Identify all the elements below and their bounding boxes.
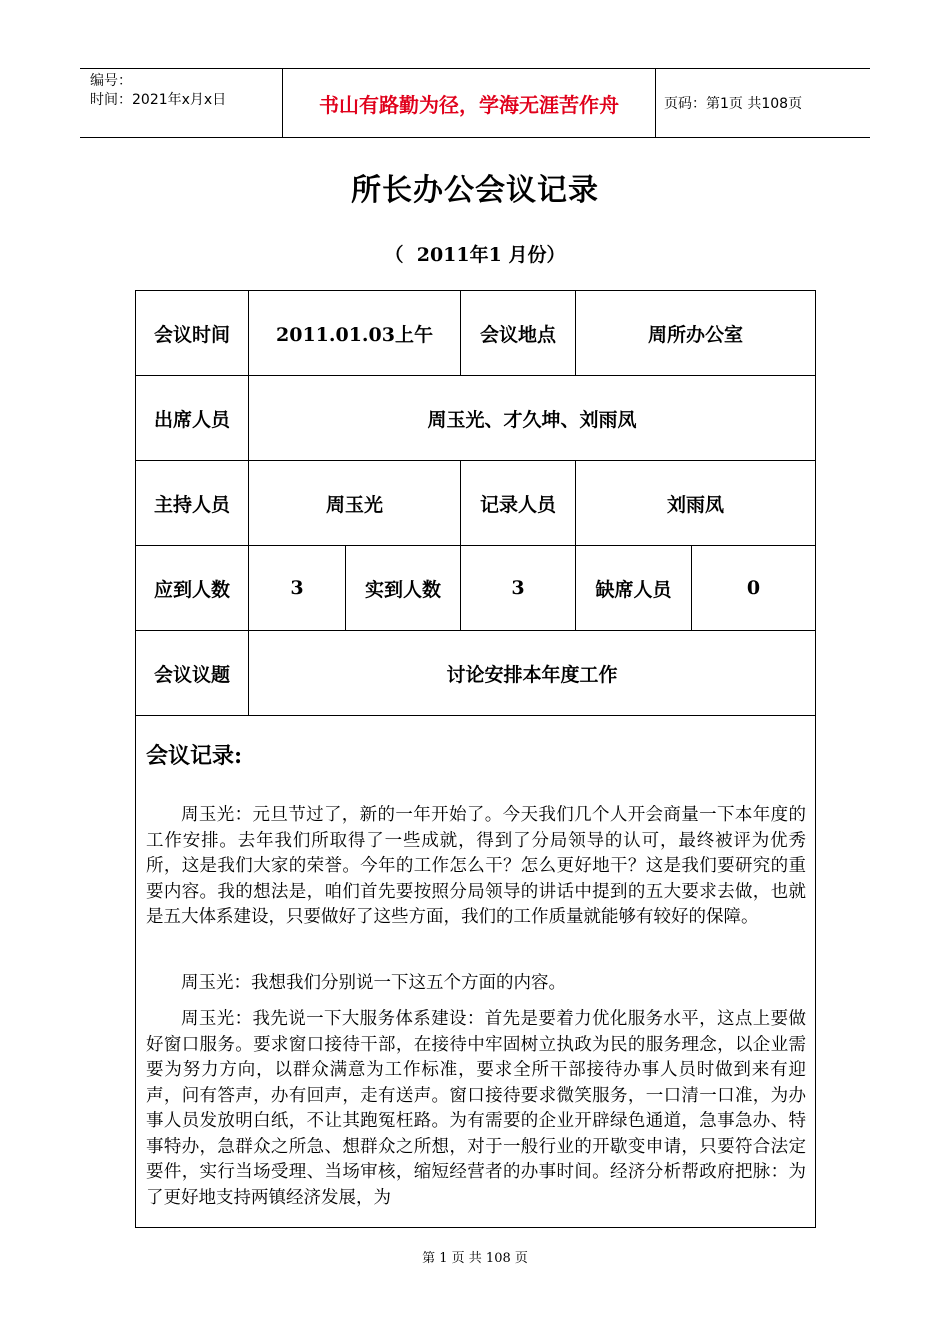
row-counts <box>136 546 815 631</box>
absent-label: 缺席人员 <box>575 546 691 630</box>
row-time-place <box>136 291 815 376</box>
attendees-value: 周玉光、才久坤、刘雨凤 <box>248 376 815 460</box>
row-attendees <box>136 376 815 461</box>
document-subtitle: （ 2011年1 月份） <box>384 244 566 266</box>
actual-count-label: 实到人数 <box>345 546 460 630</box>
page-footer: 第 1 页 共 108 页 <box>422 1251 528 1266</box>
header-motto: 书山有路勤为径，学海无涯苦作舟 <box>282 69 656 137</box>
record-paragraph: 周玉光：我想我们分别说一下这五个方面的内容。 <box>181 973 566 993</box>
row-topic <box>136 631 815 716</box>
record-paragraph: 周玉光：元旦节过了，新的一年开始了。今天我们几个人开会商量一下本年度的工作安排。去年我们所取得了一些成就，得到了分局领导的认可，最终被评为优秀所，这是我们大家的荣誉。今年的工作怎么干？怎么更好地干？这是我们要研究的重要内容。我的想法是，咱们首先要按照分局领导的讲话中提到的五大要求去做，也就是五大体系建设，只要做好了这些方面，我们的工作质量就能够有较好的保障。 <box>146 805 806 927</box>
recorder-label: 记录人员 <box>460 461 575 545</box>
topic-value: 讨论安排本年度工作 <box>248 631 815 715</box>
recorder-value: 刘雨凤 <box>575 461 815 545</box>
meeting-table <box>135 290 816 1228</box>
document-title: 所长办公会议记录 <box>351 173 599 208</box>
number-label: 编号： <box>90 73 132 89</box>
record-heading: 会议记录: <box>146 743 243 769</box>
expected-count-label: 应到人数 <box>153 578 230 601</box>
expected-count-value: 3 <box>248 546 345 630</box>
meeting-place-value: 周所办公室 <box>575 291 815 375</box>
topic-label: 会议议题 <box>153 663 230 686</box>
actual-count-value: 3 <box>460 546 575 630</box>
attendees-label: 出席人员 <box>153 408 230 431</box>
host-label: 主持人员 <box>153 493 230 516</box>
absent-value: 0 <box>691 546 815 630</box>
meeting-time-label: 会议时间 <box>153 323 230 346</box>
host-value: 周玉光 <box>248 461 460 545</box>
meeting-place-label: 会议地点 <box>460 291 575 375</box>
row-host-recorder <box>136 461 815 546</box>
meeting-time-value: 2011.01.03上午 <box>248 291 460 375</box>
record-paragraph: 周玉光：我先说一下大服务体系建设：首先是要着力优化服务水平，这点上要做好窗口服务。要求窗口接待干部，在接待中牢固树立执政为民的服务理念，以企业需要为努力方向，以群众满意为工作标准，要求全所干部接待办事人员时做到来有迎声，问有答声，办有回声，走有送声。窗口接待要求微笑服务，一口清一口准，为办事人员发放明白纸，不让其跑冤枉路。为有需要的企业开辟绿色通道，急事急办、特事特办，急群众之所急、想群众之所想，对于一般行业的开歇变申请，只要符合法定要件，实行当场受理、当场审核，缩短经营者的办事时间。经济分析帮政府把脉：为了更好地支持两镇经济发展，为 <box>146 1009 806 1208</box>
header-page-info: 页码：第1页 共108页 <box>664 96 803 112</box>
header-meta <box>80 69 282 137</box>
page-header <box>80 68 870 138</box>
date-label: 时间：2021年x月x日 <box>90 92 227 108</box>
